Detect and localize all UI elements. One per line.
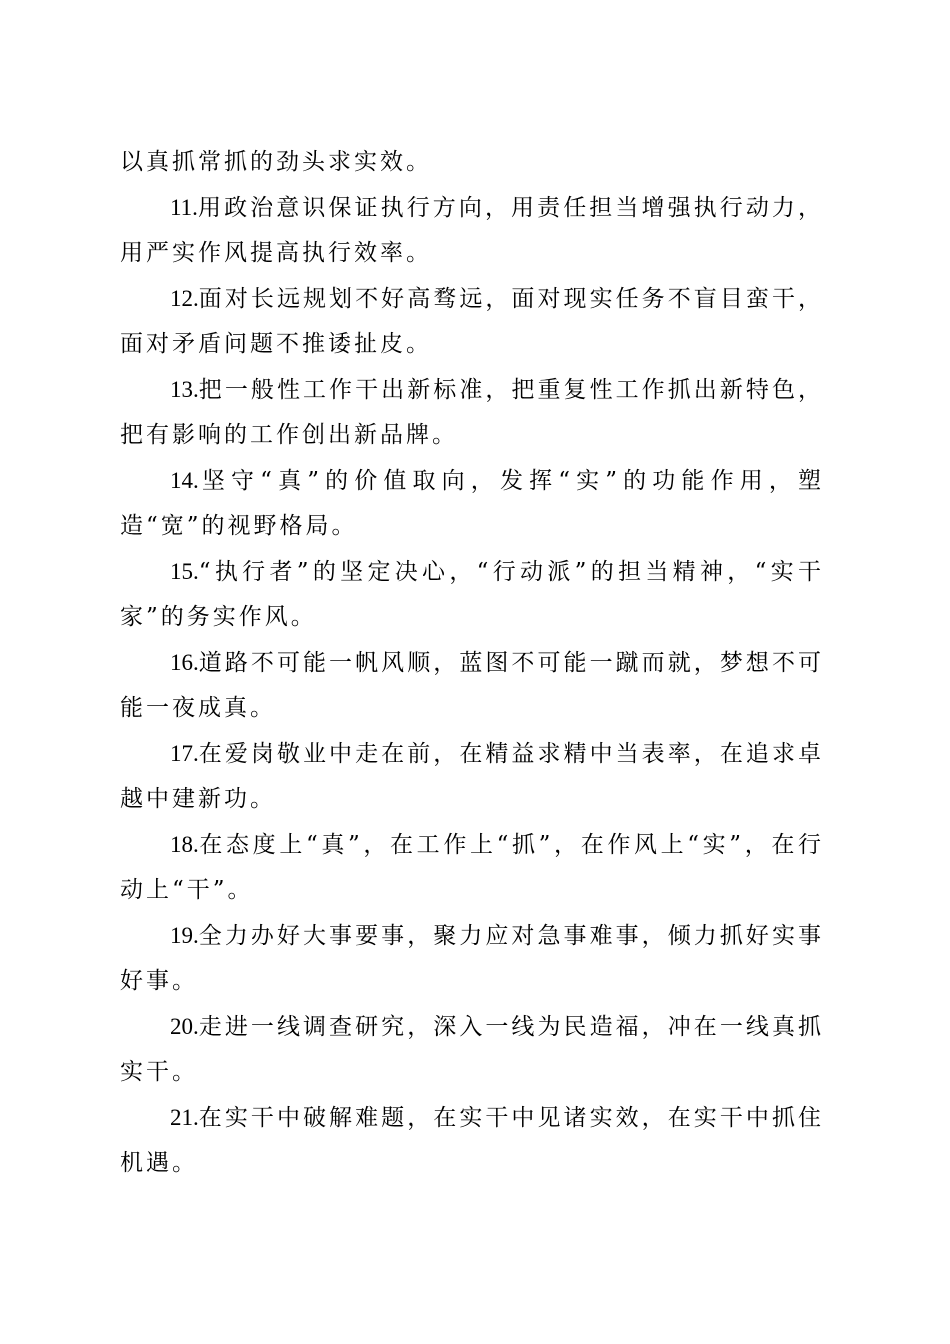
document-body: [120, 140, 824, 1186]
item-number: 21.: [170, 1105, 199, 1130]
list-item: [120, 549, 824, 640]
item-text: 用政治意识保证执行方向，用责任担当增强执行动力，用严实作风提高执行效率。: [120, 195, 824, 266]
list-item: [120, 822, 824, 913]
item-text: 走进一线调查研究，深入一线为民造福，冲在一线真抓实干。: [120, 1014, 824, 1085]
list-item: [120, 276, 824, 367]
list-item: [120, 731, 824, 822]
list-item: [120, 185, 824, 276]
list-item: [120, 913, 824, 1004]
item-number: 11.: [170, 195, 198, 220]
list-item: [120, 1004, 824, 1095]
item-number: 18.: [170, 832, 199, 857]
list-item: [120, 1095, 824, 1186]
item-number: 12.: [170, 286, 199, 311]
item-text: 把一般性工作干出新标准，把重复性工作抓出新特色，把有影响的工作创出新品牌。: [120, 377, 824, 448]
item-number: 19.: [170, 923, 199, 948]
item-number: 16.: [170, 650, 199, 675]
list-item: [120, 458, 824, 549]
continuation-paragraph: 以真抓常抓的劲头求实效。: [120, 149, 432, 175]
item-number: 15.: [170, 559, 199, 584]
item-text: 在实干中破解难题，在实干中见诸实效，在实干中抓住机遇。: [120, 1105, 824, 1176]
item-text: “执行者”的坚定决心，“行动派”的担当精神，“实干家”的务实作风。: [120, 559, 824, 630]
item-number: 14.: [170, 468, 199, 493]
item-text: 道路不可能一帆风顺，蓝图不可能一蹴而就，梦想不可能一夜成真。: [120, 650, 824, 721]
item-text: 全力办好大事要事，聚力应对急事难事，倾力抓好实事好事。: [120, 923, 824, 994]
item-number: 17.: [170, 741, 199, 766]
item-text: 在爱岗敬业中走在前，在精益求精中当表率，在追求卓越中建新功。: [120, 741, 824, 812]
list-item: [120, 640, 824, 731]
item-number: 13.: [170, 377, 199, 402]
item-number: 20.: [170, 1014, 199, 1039]
item-text: 面对长远规划不好高骛远，面对现实任务不盲目蛮干，面对矛盾问题不推诿扯皮。: [120, 286, 824, 357]
item-text: 在态度上“真”，在工作上“抓”，在作风上“实”，在行动上“干”。: [120, 832, 824, 903]
list-item: [120, 367, 824, 458]
item-text: 坚守“真”的价值取向，发挥“实”的功能作用，塑造“宽”的视野格局。: [120, 468, 824, 539]
